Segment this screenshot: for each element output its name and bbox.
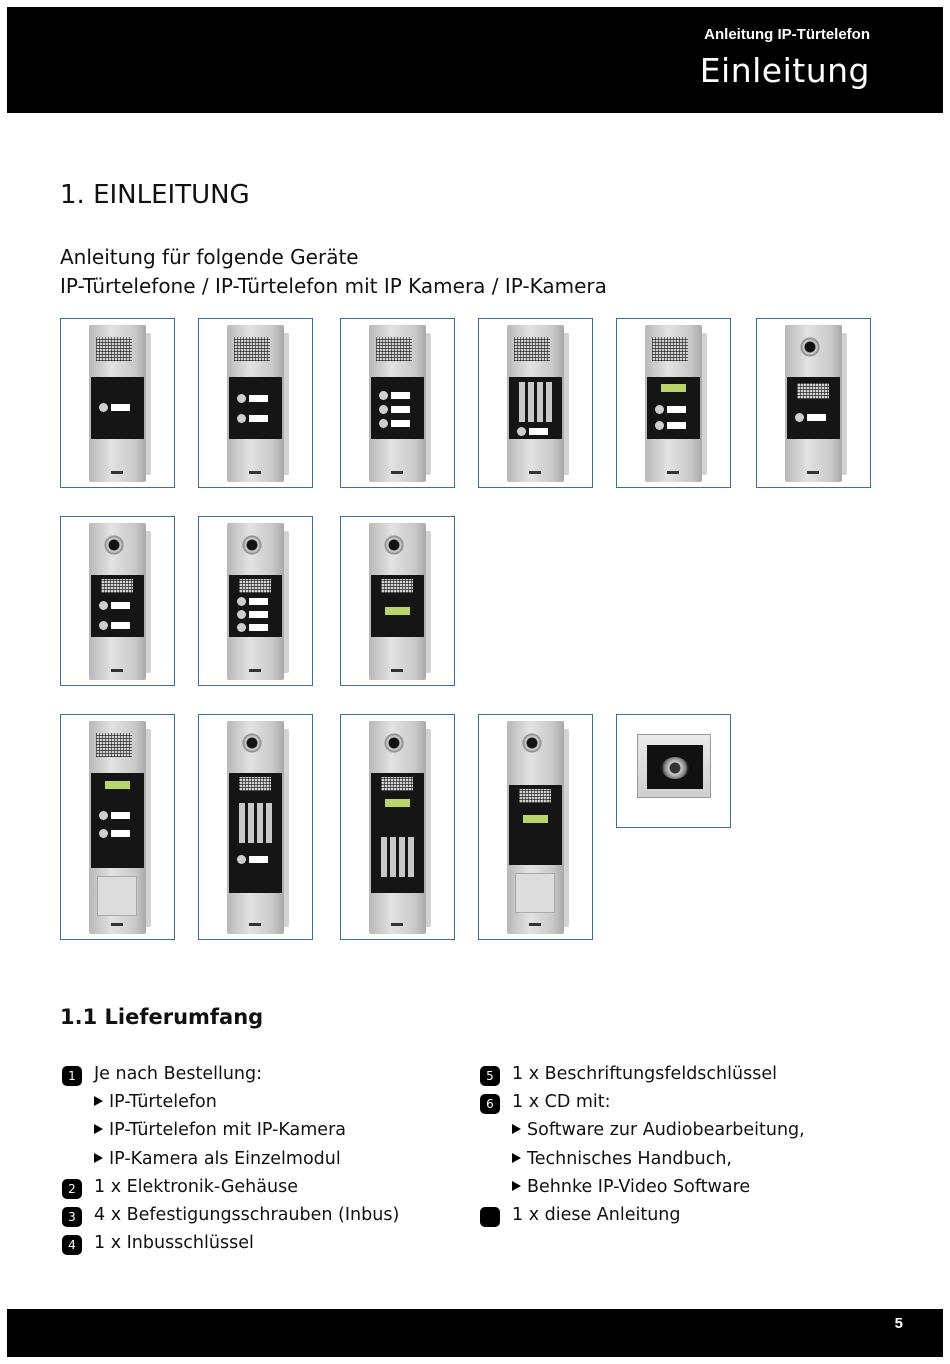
item-number-3: 3 — [62, 1207, 82, 1227]
list-bullet: IP-Türtelefon — [94, 1092, 217, 1112]
list-bullet: Technisches Handbuch, — [512, 1149, 732, 1169]
item-number-4: 4 — [62, 1235, 82, 1255]
list-item: 4 x Befestigungsschrauben (Inbus) — [94, 1205, 400, 1225]
device-image — [756, 318, 871, 488]
list-bullet: IP-Türtelefon mit IP-Kamera — [94, 1120, 346, 1140]
delivery-list-right — [478, 1064, 898, 1244]
header-subtitle: Anleitung IP-Türtelefon — [704, 26, 870, 43]
list-item: 1 x CD mit: — [512, 1092, 611, 1112]
page-header — [7, 7, 943, 113]
page-number: 5 — [894, 1315, 903, 1332]
device-image — [478, 714, 593, 940]
page-footer — [7, 1309, 943, 1357]
list-item: 1 x Beschriftungsfeldschlüssel — [512, 1064, 777, 1084]
item-number-5: 5 — [480, 1066, 500, 1086]
item-number-2: 2 — [62, 1179, 82, 1199]
header-title: Einleitung — [699, 51, 870, 90]
list-item: 1 x Elektronik-Gehäuse — [94, 1177, 298, 1197]
list-bullet: Software zur Audiobearbeitung, — [512, 1120, 805, 1140]
device-image — [340, 516, 455, 686]
intro-line-2: IP-Türtelefone / IP-Türtelefon mit IP Kamera / IP-Kamera — [60, 274, 607, 298]
list-item: 1 x Inbusschlüssel — [94, 1233, 254, 1253]
intro-text — [60, 243, 607, 301]
section-heading: 1. EINLEITUNG — [60, 180, 250, 210]
item-number-blank — [480, 1207, 500, 1227]
device-image — [60, 516, 175, 686]
delivery-list-left — [60, 1064, 460, 1264]
camera-module-image — [616, 714, 731, 828]
item-number-1: 1 — [62, 1066, 82, 1086]
list-item: 1 x diese Anleitung — [512, 1205, 681, 1225]
device-image — [616, 318, 731, 488]
device-image — [340, 714, 455, 940]
device-image — [198, 714, 313, 940]
device-image — [478, 318, 593, 488]
device-image — [198, 318, 313, 488]
device-image — [60, 318, 175, 488]
device-image — [60, 714, 175, 940]
list-bullet: Behnke IP-Video Software — [512, 1177, 750, 1197]
delivery-heading: 1.1 Lieferumfang — [60, 1005, 264, 1029]
list-bullet: IP-Kamera als Einzelmodul — [94, 1149, 341, 1169]
intro-line-1: Anleitung für folgende Geräte — [60, 245, 359, 269]
device-image — [198, 516, 313, 686]
list-item: Je nach Bestellung: — [94, 1064, 263, 1084]
item-number-6: 6 — [480, 1094, 500, 1114]
device-image — [340, 318, 455, 488]
